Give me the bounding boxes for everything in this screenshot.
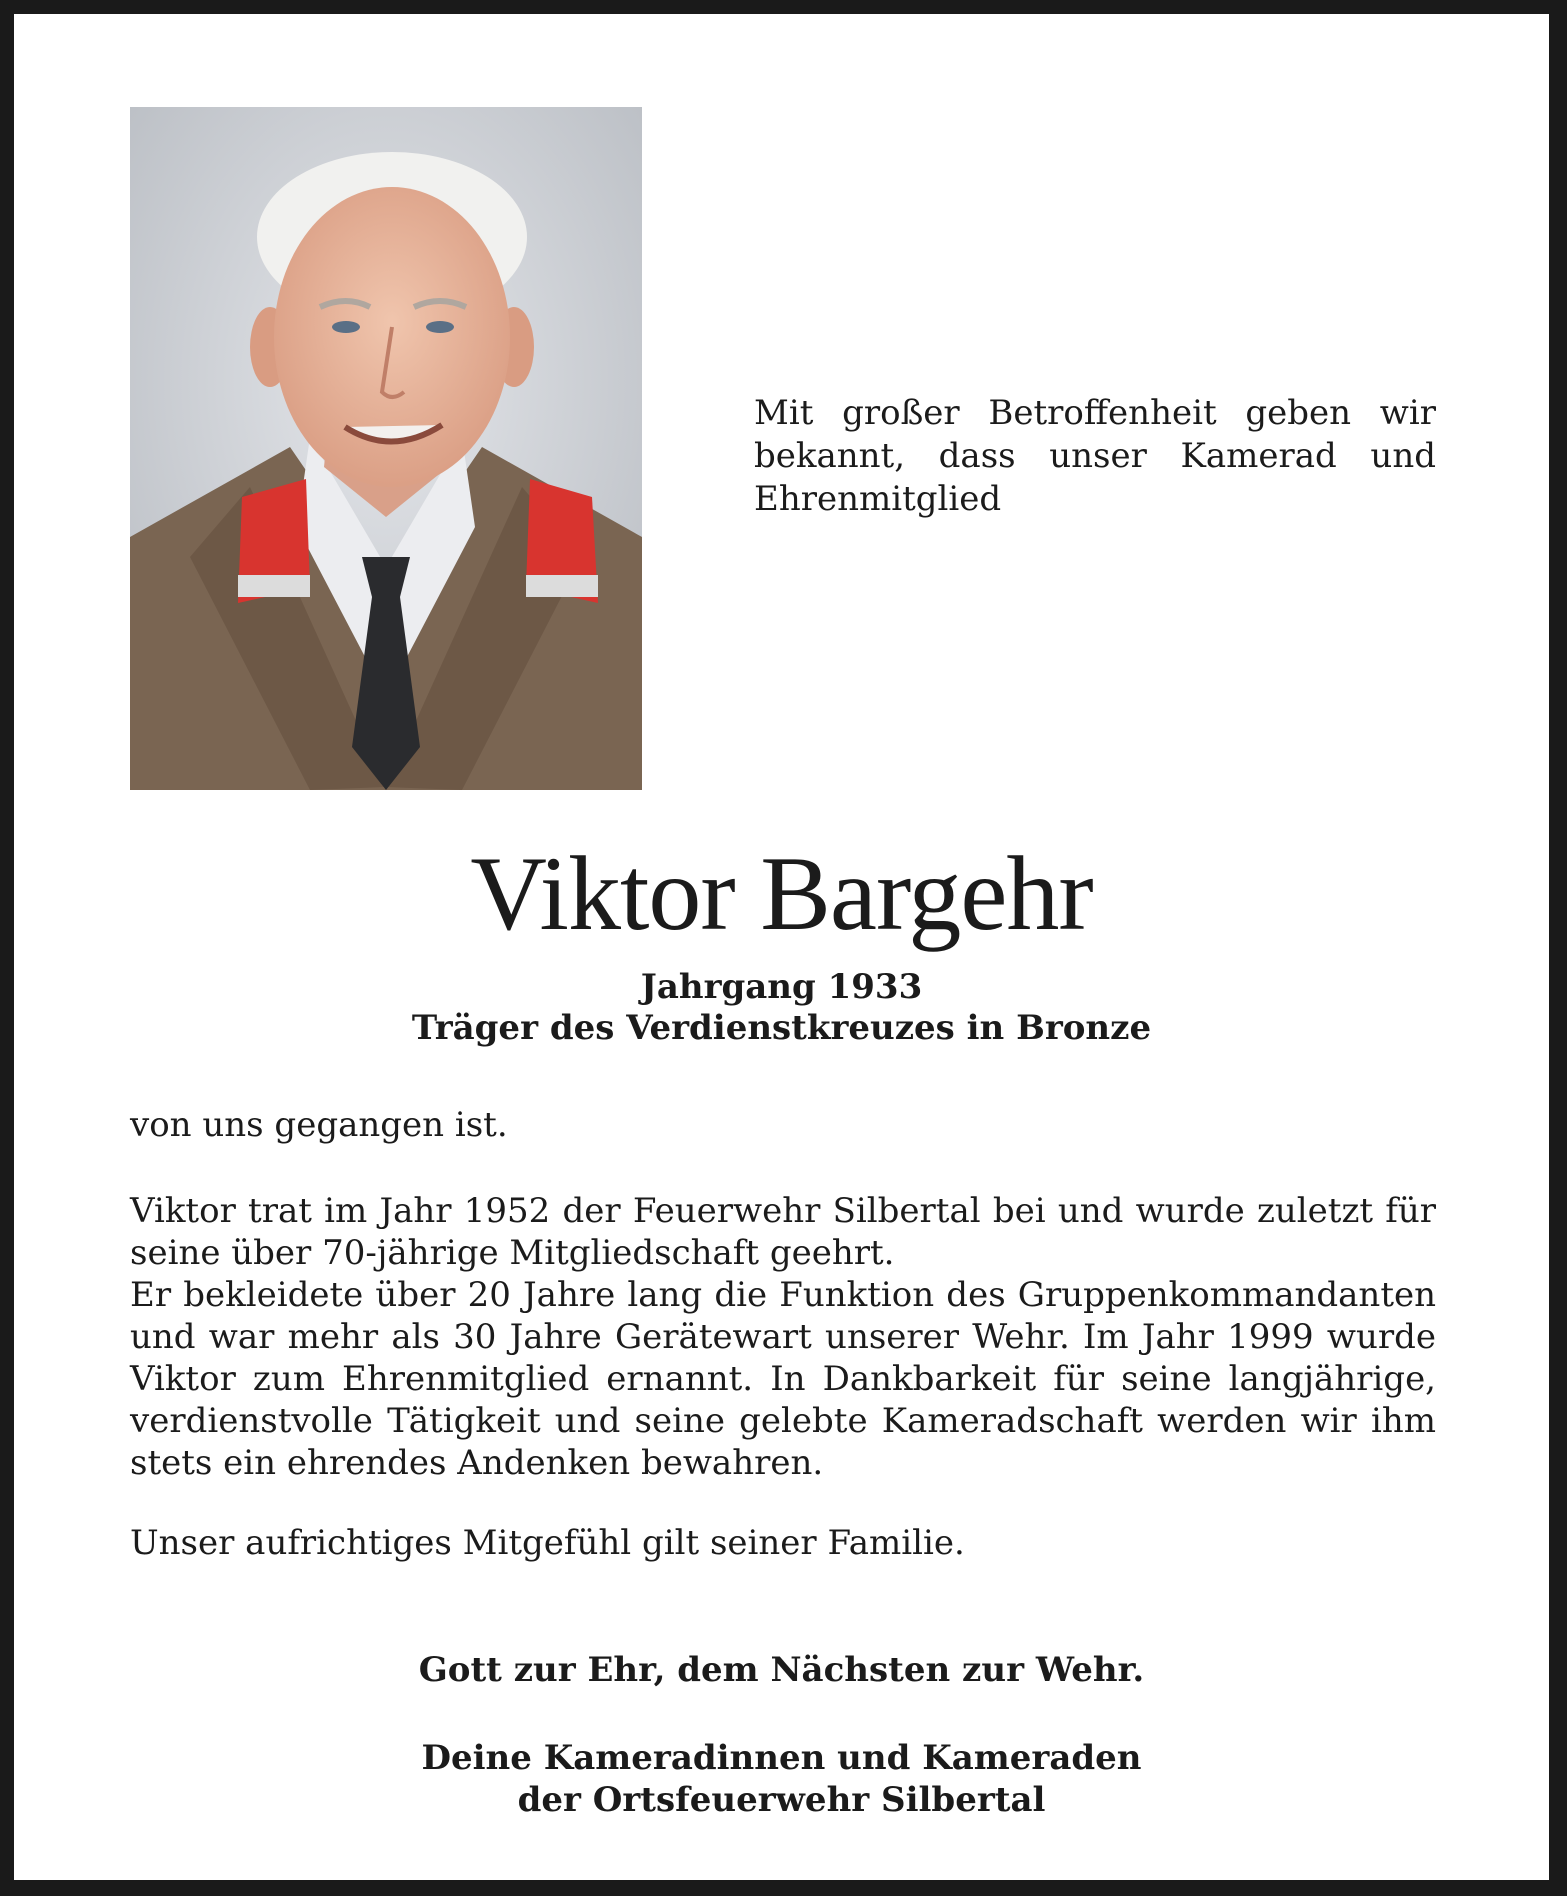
intro-text: Mit großer Betroffenheit geben wir bekannt, dass unser Kamerad und Ehrenmitglied bbox=[754, 393, 1436, 519]
signature-line-1: Deine Kameradinnen und Kameraden bbox=[421, 1738, 1142, 1778]
motto: Gott zur Ehr, dem Nächsten zur Wehr. bbox=[418, 1650, 1145, 1690]
tribute-paragraph bbox=[130, 1190, 1436, 1484]
sympathy-text: Unser aufrichtiges Mitgefühl gilt seiner Familie. bbox=[130, 1523, 965, 1563]
deceased-name: Viktor Bargehr bbox=[470, 835, 1093, 952]
birth-year: Jahrgang 1933 bbox=[640, 967, 923, 1007]
portrait-photo bbox=[130, 107, 642, 790]
tribute-text-service: Er bekleidete über 20 Jahre lang die Funktion des Gruppenkommandanten und war mehr als 30 Jahre Gerätewart unserer Wehr. Im Jahr 1999 wurde Viktor zum Ehrenmitglied ernannt. In Dankbarkeit für seine langjährige, verdienstvolle Tätigkeit und seine gelebte Kameradschaft werden wir ihm stets ein ehrendes Andenken bewahren. bbox=[130, 1275, 1436, 1483]
signature-line-2: der Ortsfeuerwehr Silbertal bbox=[517, 1780, 1046, 1820]
passing-text: von uns gegangen ist. bbox=[130, 1105, 508, 1145]
award-line: Träger des Verdienstkreuzes in Bronze bbox=[411, 1008, 1152, 1048]
obituary-notice bbox=[14, 14, 1549, 1880]
tribute-text-membership: Viktor trat im Jahr 1952 der Feuerwehr Silbertal bei und wurde zuletzt für seine über 70-jährige Mitgliedschaft geehrt. bbox=[130, 1191, 1436, 1273]
